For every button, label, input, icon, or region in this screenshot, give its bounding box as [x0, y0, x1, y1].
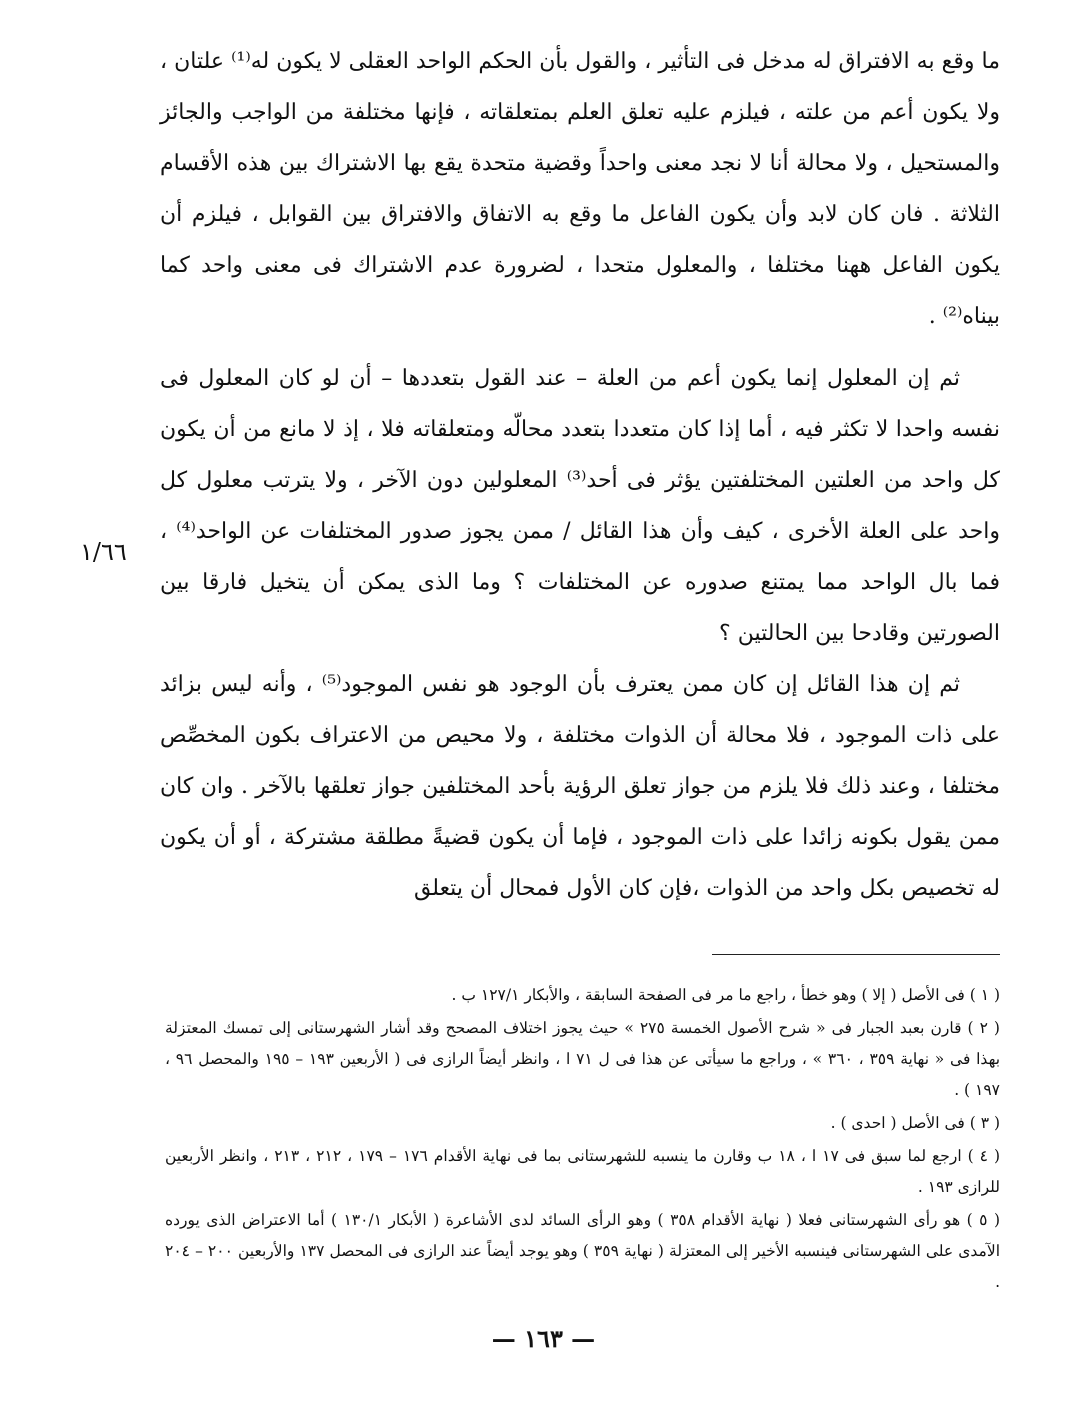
- body-paragraph-3: ثم إن هذا القائل إن كان ممن يعترف بأن الوجود هو نفس الموجود⁽⁵⁾ ، وأنه ليس بزائد على ذات الموجود ، فلا محالة أن الذوات مختلفة ، ولا محيص من الاعتراف بكون المخصِّص مختلفا ، وعند ذلك فلا يلزم من جواز تعلق الرؤية بأحد المختلفين جواز تعلقها بالآخر . وان كان ممن يقول بكونه زائدا على ذات الموجود ، فإما أن يكون قضيةً مطلقة مشتركة ، أو أن يكون له تخصيص بكل واحد من الذوات ،فإن كان الأول فمحال أن يتعلق: [160, 672, 1000, 901]
- footnote-4: ( ٤ ) ارجع لما سبق فى ١٧ ا ، ١٨ ب وقارن ما ينسبه للشهرستانى بما فى نهاية الأقدام ١٧٦ – ١٧٩ ، ٢١٢ ، ٢١٣ ، وانظر الأربعين للرازى ١٩٣ .: [165, 1147, 1001, 1196]
- footnote-separator: [712, 954, 1000, 955]
- footnote-5: ( ٥ ) هو رأى الشهرستانى فعلا ( نهاية الأقدام ٣٥٨ ) وهو الرأى السائد لدى الأشاعرة ( الأبكار ١٣٠/١ ) أما الاعتراض الذى يورده الآمدى على الشهرستانى فينسبه الأخير إلى المعتزلة ( نهاية ٣٥٩ ) وهو يوجد أيضاً عند الرازى فى المحصل ١٣٧ والأربعين ٢٠٠ – ٢٠٤ .: [165, 1211, 1000, 1291]
- body-paragraph-2: ثم إن المعلول إنما يكون أعم من العلة – عند القول بتعددها – أن لو كان المعلول فى نفسه واحدا لا تكثر فيه ، أما إذا كان متعددا بتعدد محالّه ومتعلقاته فلا ، إذ لا مانع من أن يكون كل واحد من العلتين المختلفتين يؤثر فى أحد⁽³⁾ المعلولين دون الآخر ، ولا يترتب معلول كل واحد على العلة الأخرى ، كيف وأن هذا القائل / ممن يجوز صدور المختلفات عن الواحد⁽⁴⁾ ، فما بال الواحد مما يمتنع صدوره عن المختلفات ؟ وما الذى يمكن أن يتخيل فارقا بين الصورتين وقادحا بين الحالتين ؟: [160, 366, 1000, 646]
- margin-folio-reference: ١/٦٦: [80, 538, 127, 566]
- footnote-3: ( ٣ ) فى الأصل ( احدى ) .: [830, 1114, 1000, 1132]
- footnotes: [165, 980, 1000, 1300]
- footnote-1: ( ١ ) فى الأصل ( إلا ) وهو خطأ ، راجع ما مر فى الصفحة السابقة ، والأبكار ١٢٧/١ ب .: [451, 986, 1000, 1004]
- main-text: [160, 36, 1000, 914]
- body-paragraph-1: ما وقع به الافتراق له مدخل فى التأثير ، والقول بأن الحكم الواحد العقلى لا يكون له⁽¹⁾ علتان ، ولا يكون أعم من علته ، فيلزم عليه تعلق العلم بمتعلقاته ، فإنها مختلفة من الواجب والجائز والمستحيل ، ولا محالة أنا لا نجد معنى واحداً وقضية متحدة يقع بها الاشتراك بين هذه الأقسام الثلاثة . فان كان لابد وأن يكون الفاعل ما وقع به الاتفاق والافتراق بين القوابل ، فيلزم أن يكون الفاعل ههنا مختلفا ، والمعلول متحدا ، لضرورة عدم الاشتراك فى معنى واحد كما بيناه⁽²⁾ .: [160, 49, 1001, 329]
- page-number: — ١٦٣ —: [491, 1324, 596, 1353]
- footnote-2: ( ٢ ) قارن بعبد الجبار فى « شرح الأصول الخمسة ٢٧٥ » حيث يجوز اختلاف المصحح وقد أشار الشهرستانى إلى تمسك المعتزلة بهذا فى « نهاية ٣٥٩ ، ٣٦٠ » ، وراجع ما سيأتى عن هذا فى ل ٧١ ا ، وانظر أيضاً الرازى فى ( الأربعين ١٩٣ – ١٩٥ والمحصل ٩٦ ، ١٩٧ ) .: [165, 1019, 1001, 1099]
